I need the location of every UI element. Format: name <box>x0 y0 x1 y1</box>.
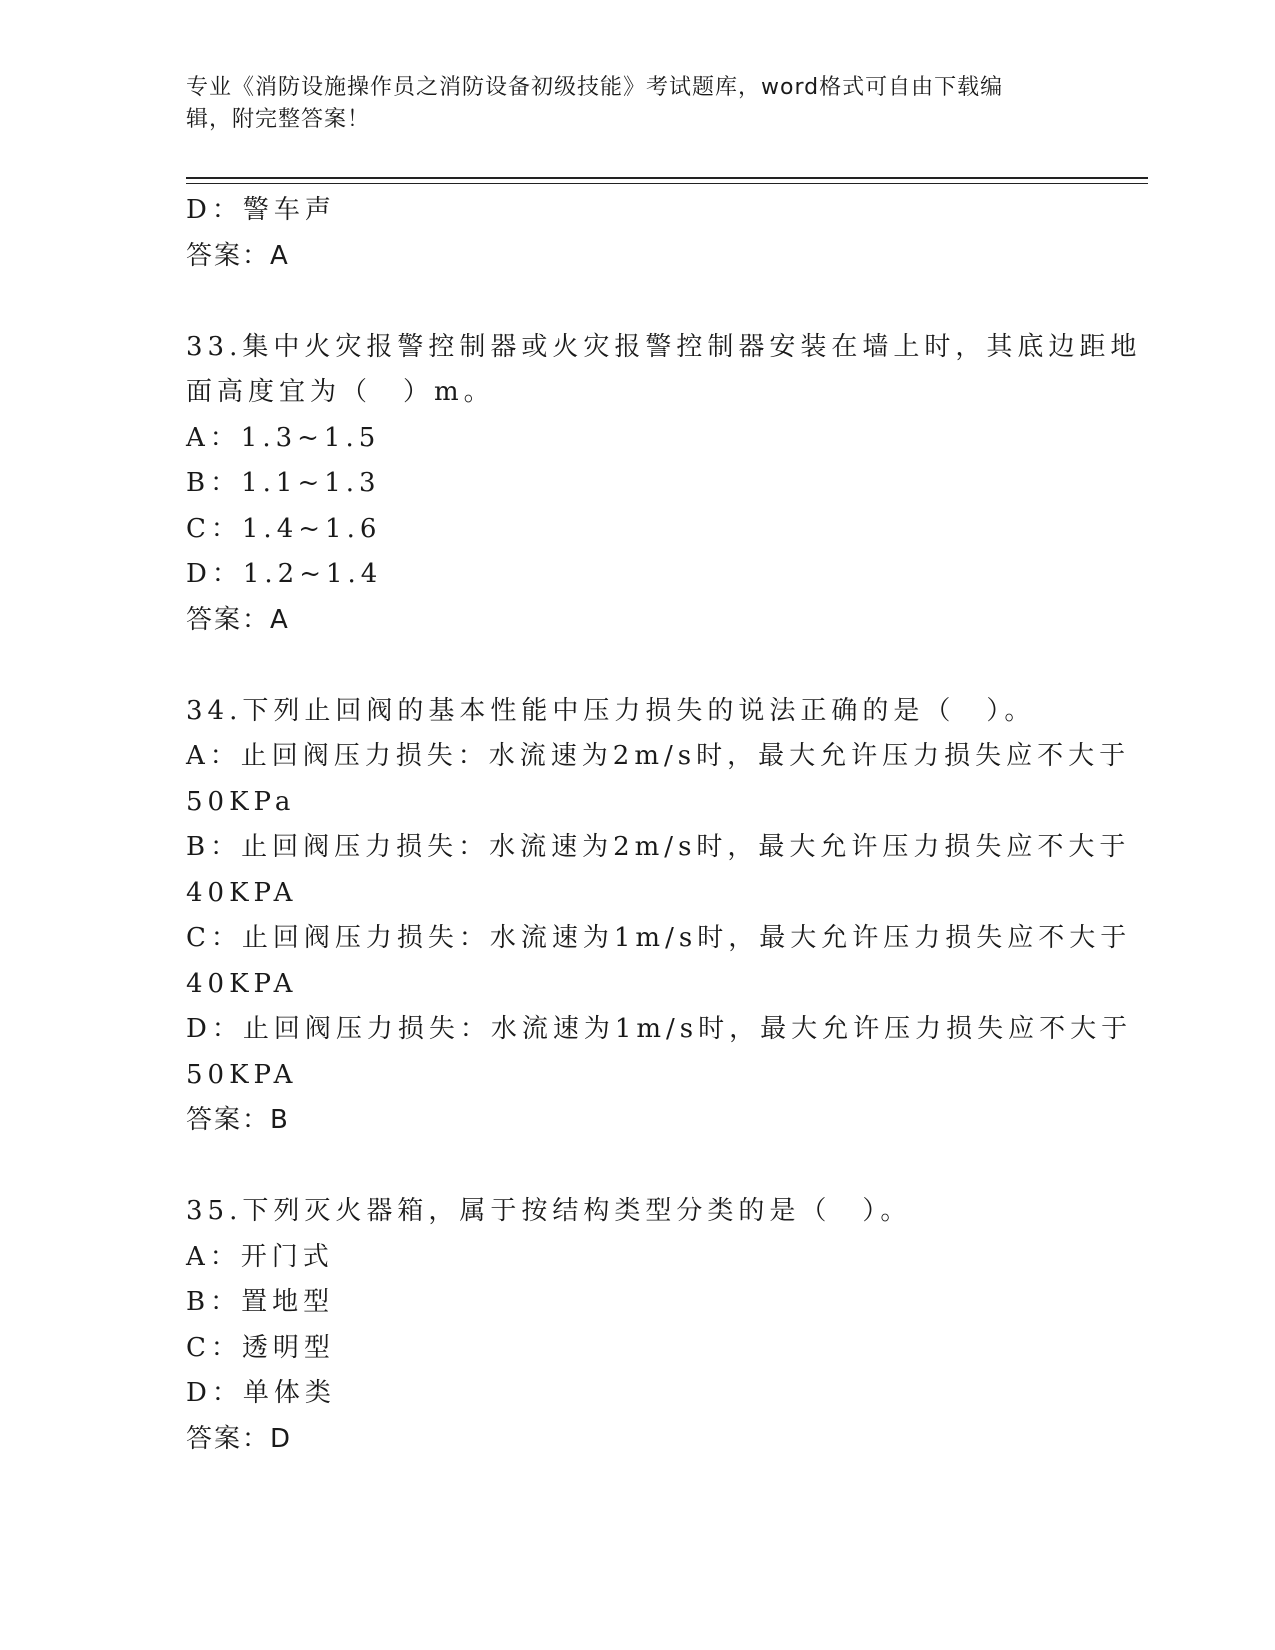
option-b: B：止回阀压力损失：水流速为2m/s时，最大允许压力损失应不大于 <box>186 832 1131 862</box>
option-d: D：单体类 <box>186 1378 336 1408</box>
question-stem: 34.下列止回阀的基本性能中压力损失的说法正确的是（ ）。 <box>186 695 1036 726</box>
answer-line: 答案：A <box>186 604 290 635</box>
option-c: C：止回阀压力损失：水流速为1m/s时，最大允许压力损失应不大于 <box>186 923 1132 953</box>
option-c-cont: 40KPA <box>186 968 298 999</box>
option-a: A：开门式 <box>186 1241 334 1272</box>
option-c: C：透明型 <box>186 1332 335 1363</box>
option-c: C：1.4~1.6 <box>186 513 382 544</box>
option-d: D：警车声 <box>186 195 336 225</box>
answer-line: 答案：D <box>186 1423 293 1454</box>
option-b: B：1.1~1.3 <box>186 468 381 498</box>
option-d-cont: 50KPA <box>186 1059 298 1090</box>
question-stem: 35.下列灭火器箱，属于按结构类型分类的是（ ）。 <box>186 1196 912 1226</box>
option-a-cont: 50KPa <box>186 786 296 817</box>
spacer <box>186 279 1086 325</box>
answer-line: 答案：B <box>186 1105 290 1135</box>
question-stem-cont: 面高度宜为（ ）m。 <box>186 377 495 407</box>
option-b-cont: 40KPA <box>186 877 298 908</box>
spacer <box>186 1144 1086 1190</box>
header-line-1: 专业《消防设施操作员之消防设备初级技能》考试题库，word格式可自由下载编 <box>186 75 1004 100</box>
header-line-2: 辑，附完整答案！ <box>186 107 371 132</box>
question-content <box>186 188 1142 1462</box>
document-header <box>186 72 1066 136</box>
option-d: D：1.2~1.4 <box>186 559 383 589</box>
question-35 <box>186 1189 1086 1462</box>
question-stem: 33.集中火灾报警控制器或火灾报警控制器安装在墙上时，其底边距地 <box>186 331 1142 362</box>
header-rule-thick <box>186 177 1148 179</box>
question-33 <box>186 325 1142 644</box>
answer-line: 答案：A <box>186 240 290 271</box>
question-34 <box>186 689 1133 1144</box>
spacer <box>186 643 1086 689</box>
option-a: A：1.3~1.5 <box>186 422 381 453</box>
option-d: D：止回阀压力损失：水流速为1m/s时，最大允许压力损失应不大于 <box>186 1014 1133 1044</box>
header-rule-thin <box>186 183 1148 184</box>
option-a: A：止回阀压力损失：水流速为2m/s时，最大允许压力损失应不大于 <box>186 741 1131 771</box>
option-b: B：置地型 <box>186 1287 335 1317</box>
